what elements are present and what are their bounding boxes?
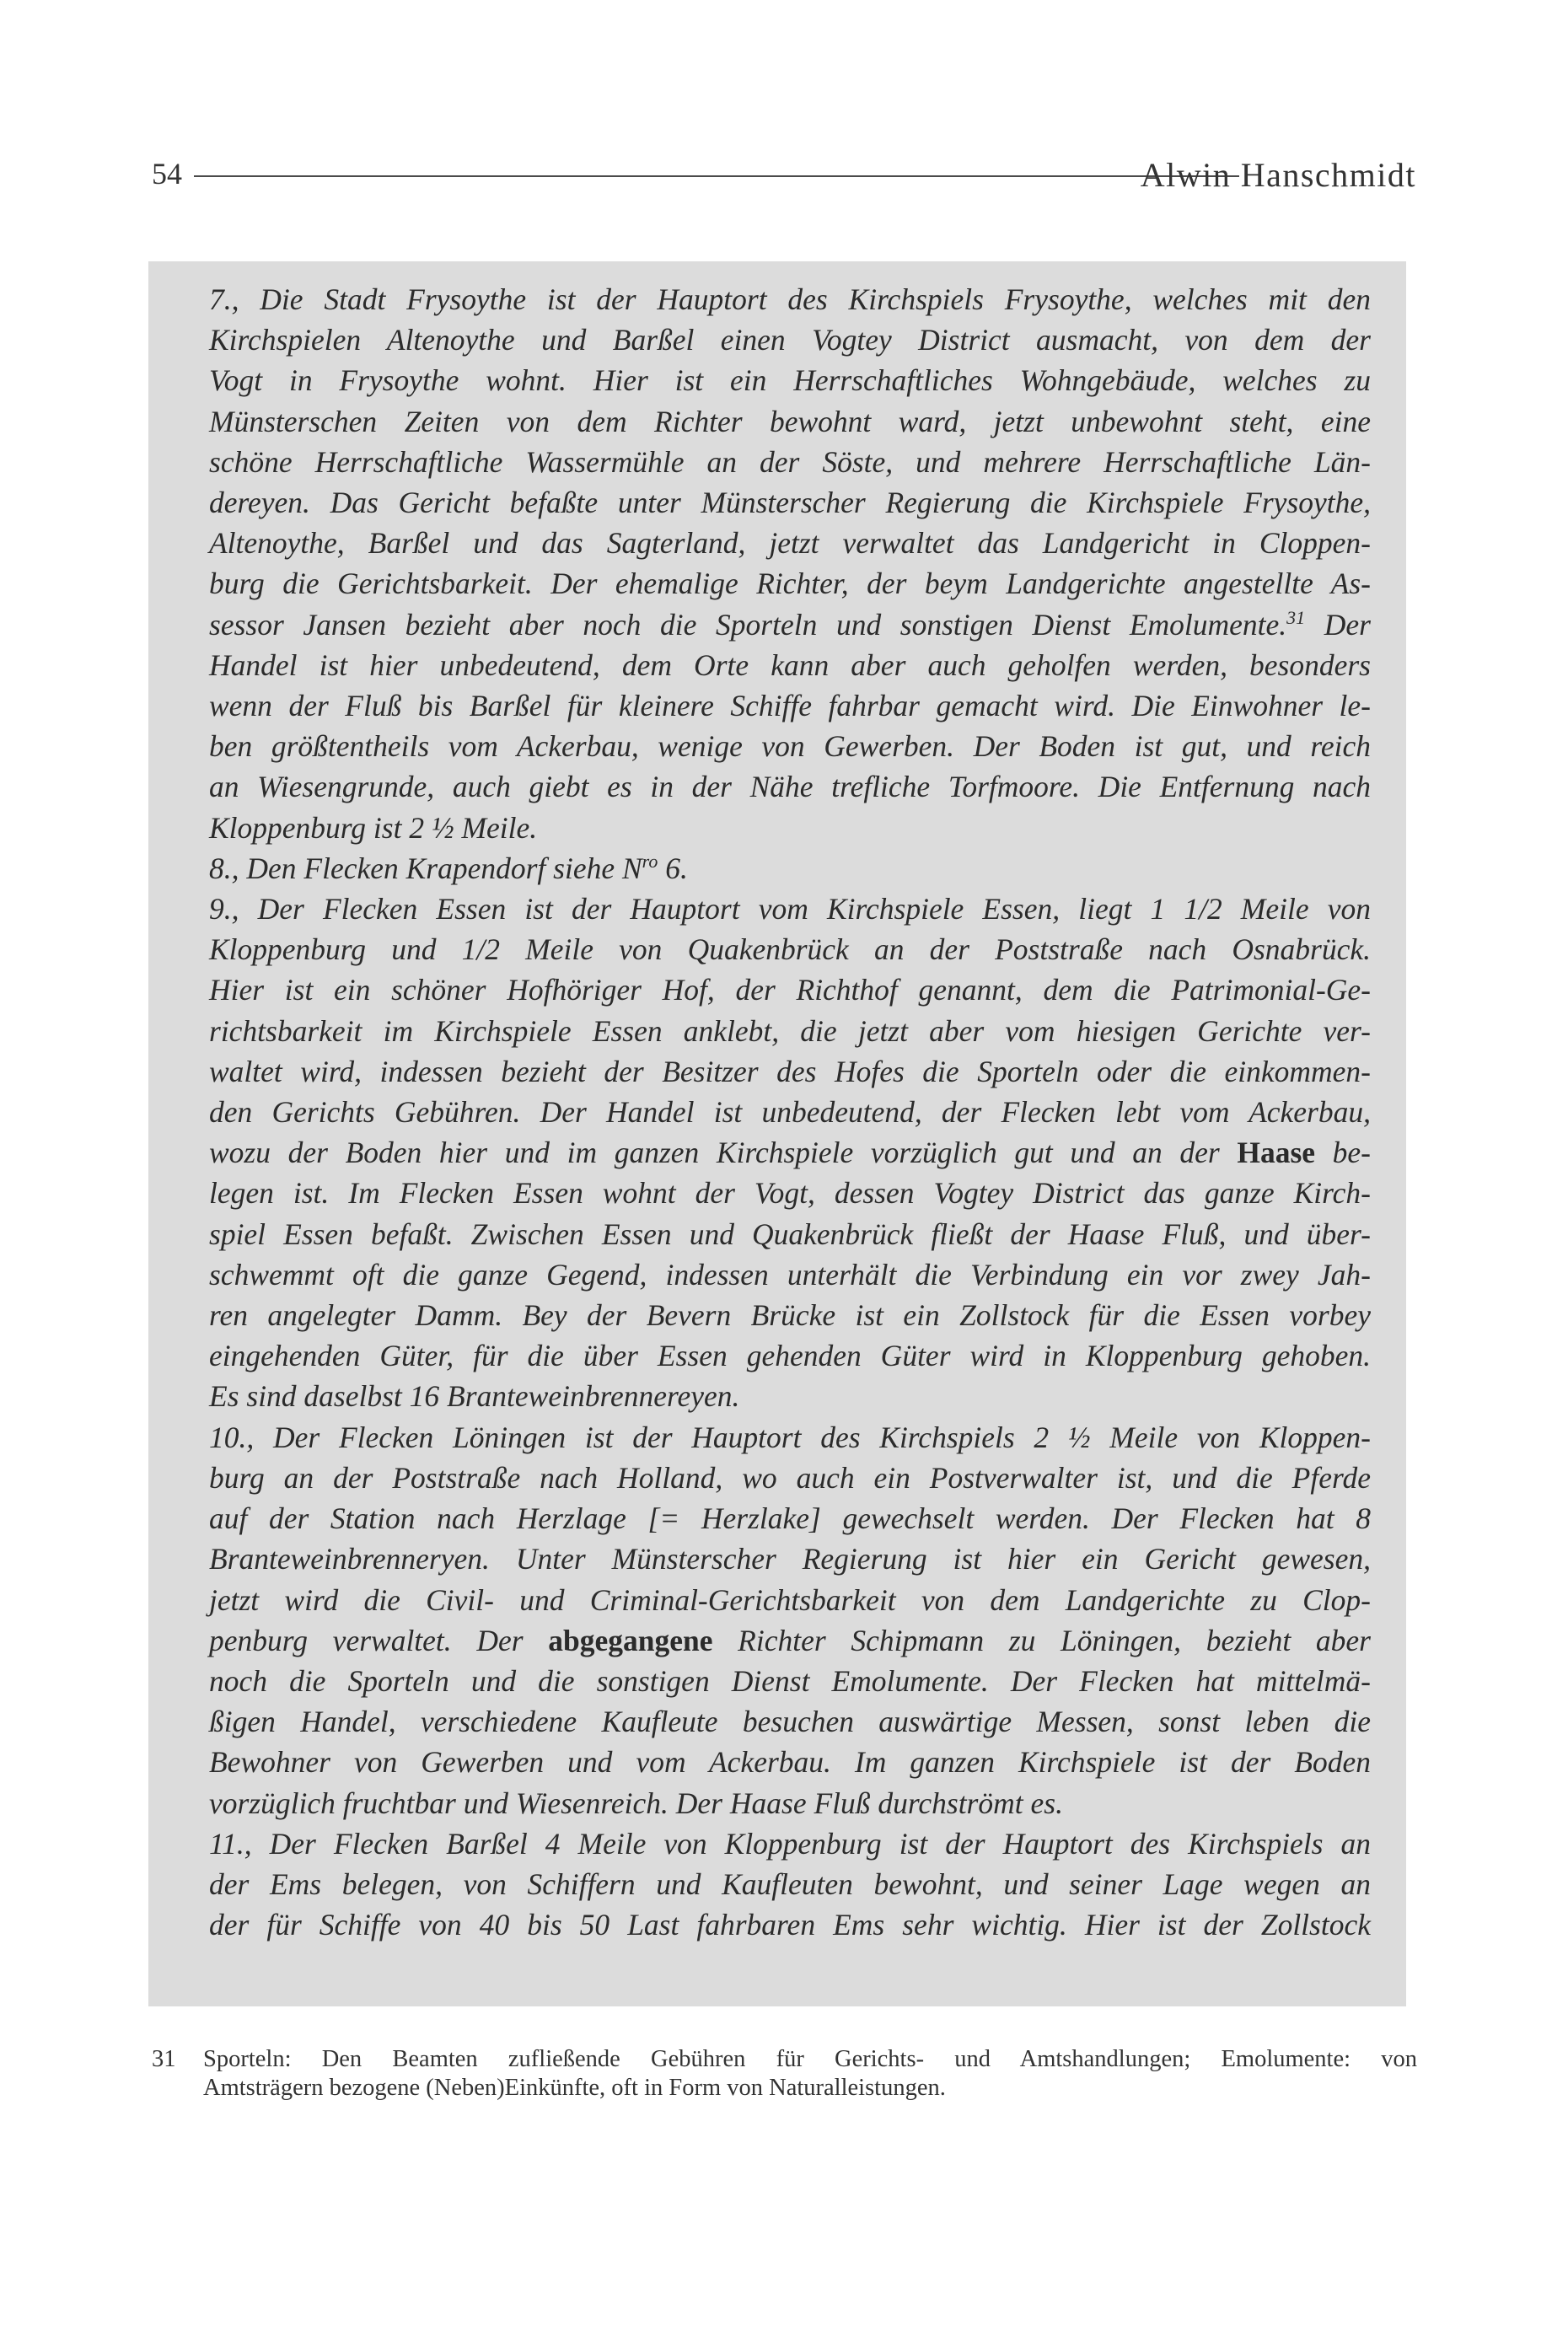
bold-term: Haase: [1237, 1136, 1316, 1170]
text-line: Kirchspielen Altenoythe und Barßel einen Vogtey District ausmacht, von dem der: [209, 323, 1371, 357]
text-line: burg die Gerichtsbarkeit. Der ehemalige Richter, der beym Landgerichte angestellte As-: [209, 567, 1371, 601]
footnote-text: [203, 2045, 1417, 2103]
text-line: dereyen. Das Gericht befaßte unter Münsterscher Regierung die Kirchspiele Frysoythe,: [209, 486, 1371, 520]
text-line: Kloppenburg ist 2 ½ Meile.: [209, 810, 538, 845]
text-line: ben größtentheils vom Ackerbau, wenige von Gewerben. Der Boden ist gut, und reich: [209, 729, 1371, 764]
text-line: spiel Essen befaßt. Zwischen Essen und Quakenbrück fließt der Haase Fluß, und über-: [209, 1216, 1371, 1251]
text-line: Hier ist ein schöner Hofhöriger Hof, der Richthof genannt, dem die Patrimonial-Ge-: [209, 973, 1371, 1007]
header-rule: [194, 175, 1239, 177]
text-line: Münsterschen Zeiten von dem Richter bewohnt ward, jetzt unbewohnt steht, eine: [209, 404, 1371, 438]
text-line: Vogt in Frysoythe wohnt. Hier ist ein Herrschaftliches Wohngebäude, welches zu: [209, 363, 1371, 398]
text-fragment: Richter Schipmann zu Löningen, bezieht aber: [712, 1623, 1371, 1657]
text-line: Bewohner von Gewerben und vom Ackerbau. Im ganzen Kirchspiele ist der Boden: [209, 1745, 1371, 1780]
text-line: auf der Station nach Herzlage [= Herzlake] gewechselt werden. Der Flecken hat 8: [209, 1501, 1371, 1536]
text-fragment: wozu der Boden hier und im ganzen Kirchspiele vorzüglich gut und an der: [209, 1136, 1220, 1170]
text-line: vorzüglich fruchtbar und Wiesenreich. Der Haase Fluß durchströmt es.: [209, 1786, 1063, 1820]
text-line: [209, 848, 1371, 889]
text-line: Branteweinbrenneryen. Unter Münsterscher Regierung ist hier ein Gericht gewesen,: [209, 1542, 1371, 1576]
text-fragment: penburg verwaltet. Der: [209, 1623, 524, 1657]
running-head-author: Alwin Hanschmidt: [1140, 156, 1416, 194]
text-line: der Ems belegen, von Schiffern und Kaufleuten bewohnt, und seiner Lage wegen an: [209, 1866, 1371, 1901]
footnote-line: Sporteln: Den Beamten zufließende Gebühren für Gerichts- und Amtshandlungen; Emolumente: von: [203, 2046, 1417, 2072]
page-header: [152, 150, 1416, 201]
footnote-line: Amtsträgern bezogene (Neben)Einkünfte, oft in Form von Naturalleistungen.: [203, 2075, 946, 2101]
text-line: wenn der Fluß bis Barßel für kleinere Schiffe fahrbar gemacht wird. Die Einwohner le-: [209, 689, 1371, 723]
bold-term: abgegangene: [548, 1623, 713, 1657]
text-line: jetzt wird die Civil- und Criminal-Gerichtsbarkeit von dem Landgerichte zu Clop-: [209, 1582, 1371, 1617]
text-line: Kloppenburg und 1/2 Meile von Quakenbrück an der Poststraße nach Osnabrück.: [209, 932, 1371, 967]
text-line: 10., Der Flecken Löningen ist der Hauptort des Kirchspiels 2 ½ Meile von Kloppen-: [209, 1420, 1371, 1454]
footnote-number: 31: [152, 2046, 176, 2072]
text-line: burg an der Poststraße nach Holland, wo auch ein Postverwalter ist, und die Pferde: [209, 1460, 1371, 1495]
text-line: Es sind daselbst 16 Branteweinbrennereyen.: [209, 1379, 740, 1414]
text-fragment: sessor Jansen bezieht aber noch die Sporteln und sonstigen Dienst Emolumente.: [209, 607, 1287, 642]
text-fragment: be-: [1315, 1136, 1372, 1170]
text-line: 9., Der Flecken Essen ist der Hauptort vom Kirchspiele Essen, liegt 1 1/2 Meile von: [209, 892, 1371, 926]
text-line: noch die Sporteln und die sonstigen Dienst Emolumente. Der Flecken hat mittelmä-: [209, 1663, 1371, 1698]
text-line: [209, 604, 1371, 645]
text-line: [209, 1620, 1371, 1661]
text-line: 11., Der Flecken Barßel 4 Meile von Kloppenburg ist der Hauptort des Kirchspiels an: [209, 1826, 1371, 1861]
text-line: [209, 1132, 1371, 1173]
text-line: Altenoythe, Barßel und das Sagterland, jetzt verwaltet das Landgericht in Cloppen-: [209, 526, 1371, 561]
text-line: schwemmt oft die ganze Gegend, indessen unterhält die Verbindung ein vor zwey Jah-: [209, 1257, 1371, 1292]
text-line: richtsbarkeit im Kirchspiele Essen anklebt, die jetzt aber vom hiesigen Gerichte ver-: [209, 1013, 1371, 1048]
number-superscript: ro: [642, 850, 658, 872]
text-line: waltet wird, indessen bezieht der Besitzer des Hofes die Sporteln oder die einkommen-: [209, 1054, 1371, 1088]
source-quote-text: [209, 279, 1371, 1945]
text-fragment: 8., Den Flecken Krapendorf siehe N: [209, 851, 642, 885]
text-line: ßigen Handel, verschiedene Kaufleute besuchen auswärtige Messen, sonst leben die: [209, 1705, 1371, 1739]
text-line: legen ist. Im Flecken Essen wohnt der Vogt, dessen Vogtey District das ganze Kirch-: [209, 1176, 1371, 1211]
text-fragment: Der: [1305, 607, 1371, 642]
text-fragment: 6.: [658, 851, 688, 885]
text-line: der für Schiffe von 40 bis 50 Last fahrbaren Ems sehr wichtig. Hier ist der Zollstock: [209, 1908, 1371, 1942]
text-line: 7., Die Stadt Frysoythe ist der Hauptort des Kirchspiels Frysoythe, welches mit den: [209, 282, 1371, 316]
text-line: ren angelegter Damm. Bey der Bevern Brücke ist ein Zollstock für die Essen vorbey: [209, 1298, 1371, 1333]
text-line: schöne Herrschaftliche Wassermühle an der Söste, und mehrere Herrschaftliche Län-: [209, 444, 1371, 479]
text-line: den Gerichts Gebühren. Der Handel ist unbedeutend, der Flecken lebt vom Ackerbau,: [209, 1095, 1371, 1130]
text-line: eingehenden Güter, für die über Essen gehenden Güter wird in Kloppenburg gehoben.: [209, 1339, 1371, 1373]
page-number: 54: [152, 157, 182, 191]
footnote-reference: 31: [1286, 606, 1306, 628]
text-line: Handel ist hier unbedeutend, dem Orte kann aber auch geholfen werden, besonders: [209, 647, 1371, 682]
text-line: an Wiesengrunde, auch giebt es in der Nähe trefliche Torfmoore. Die Entfernung nach: [209, 770, 1371, 804]
